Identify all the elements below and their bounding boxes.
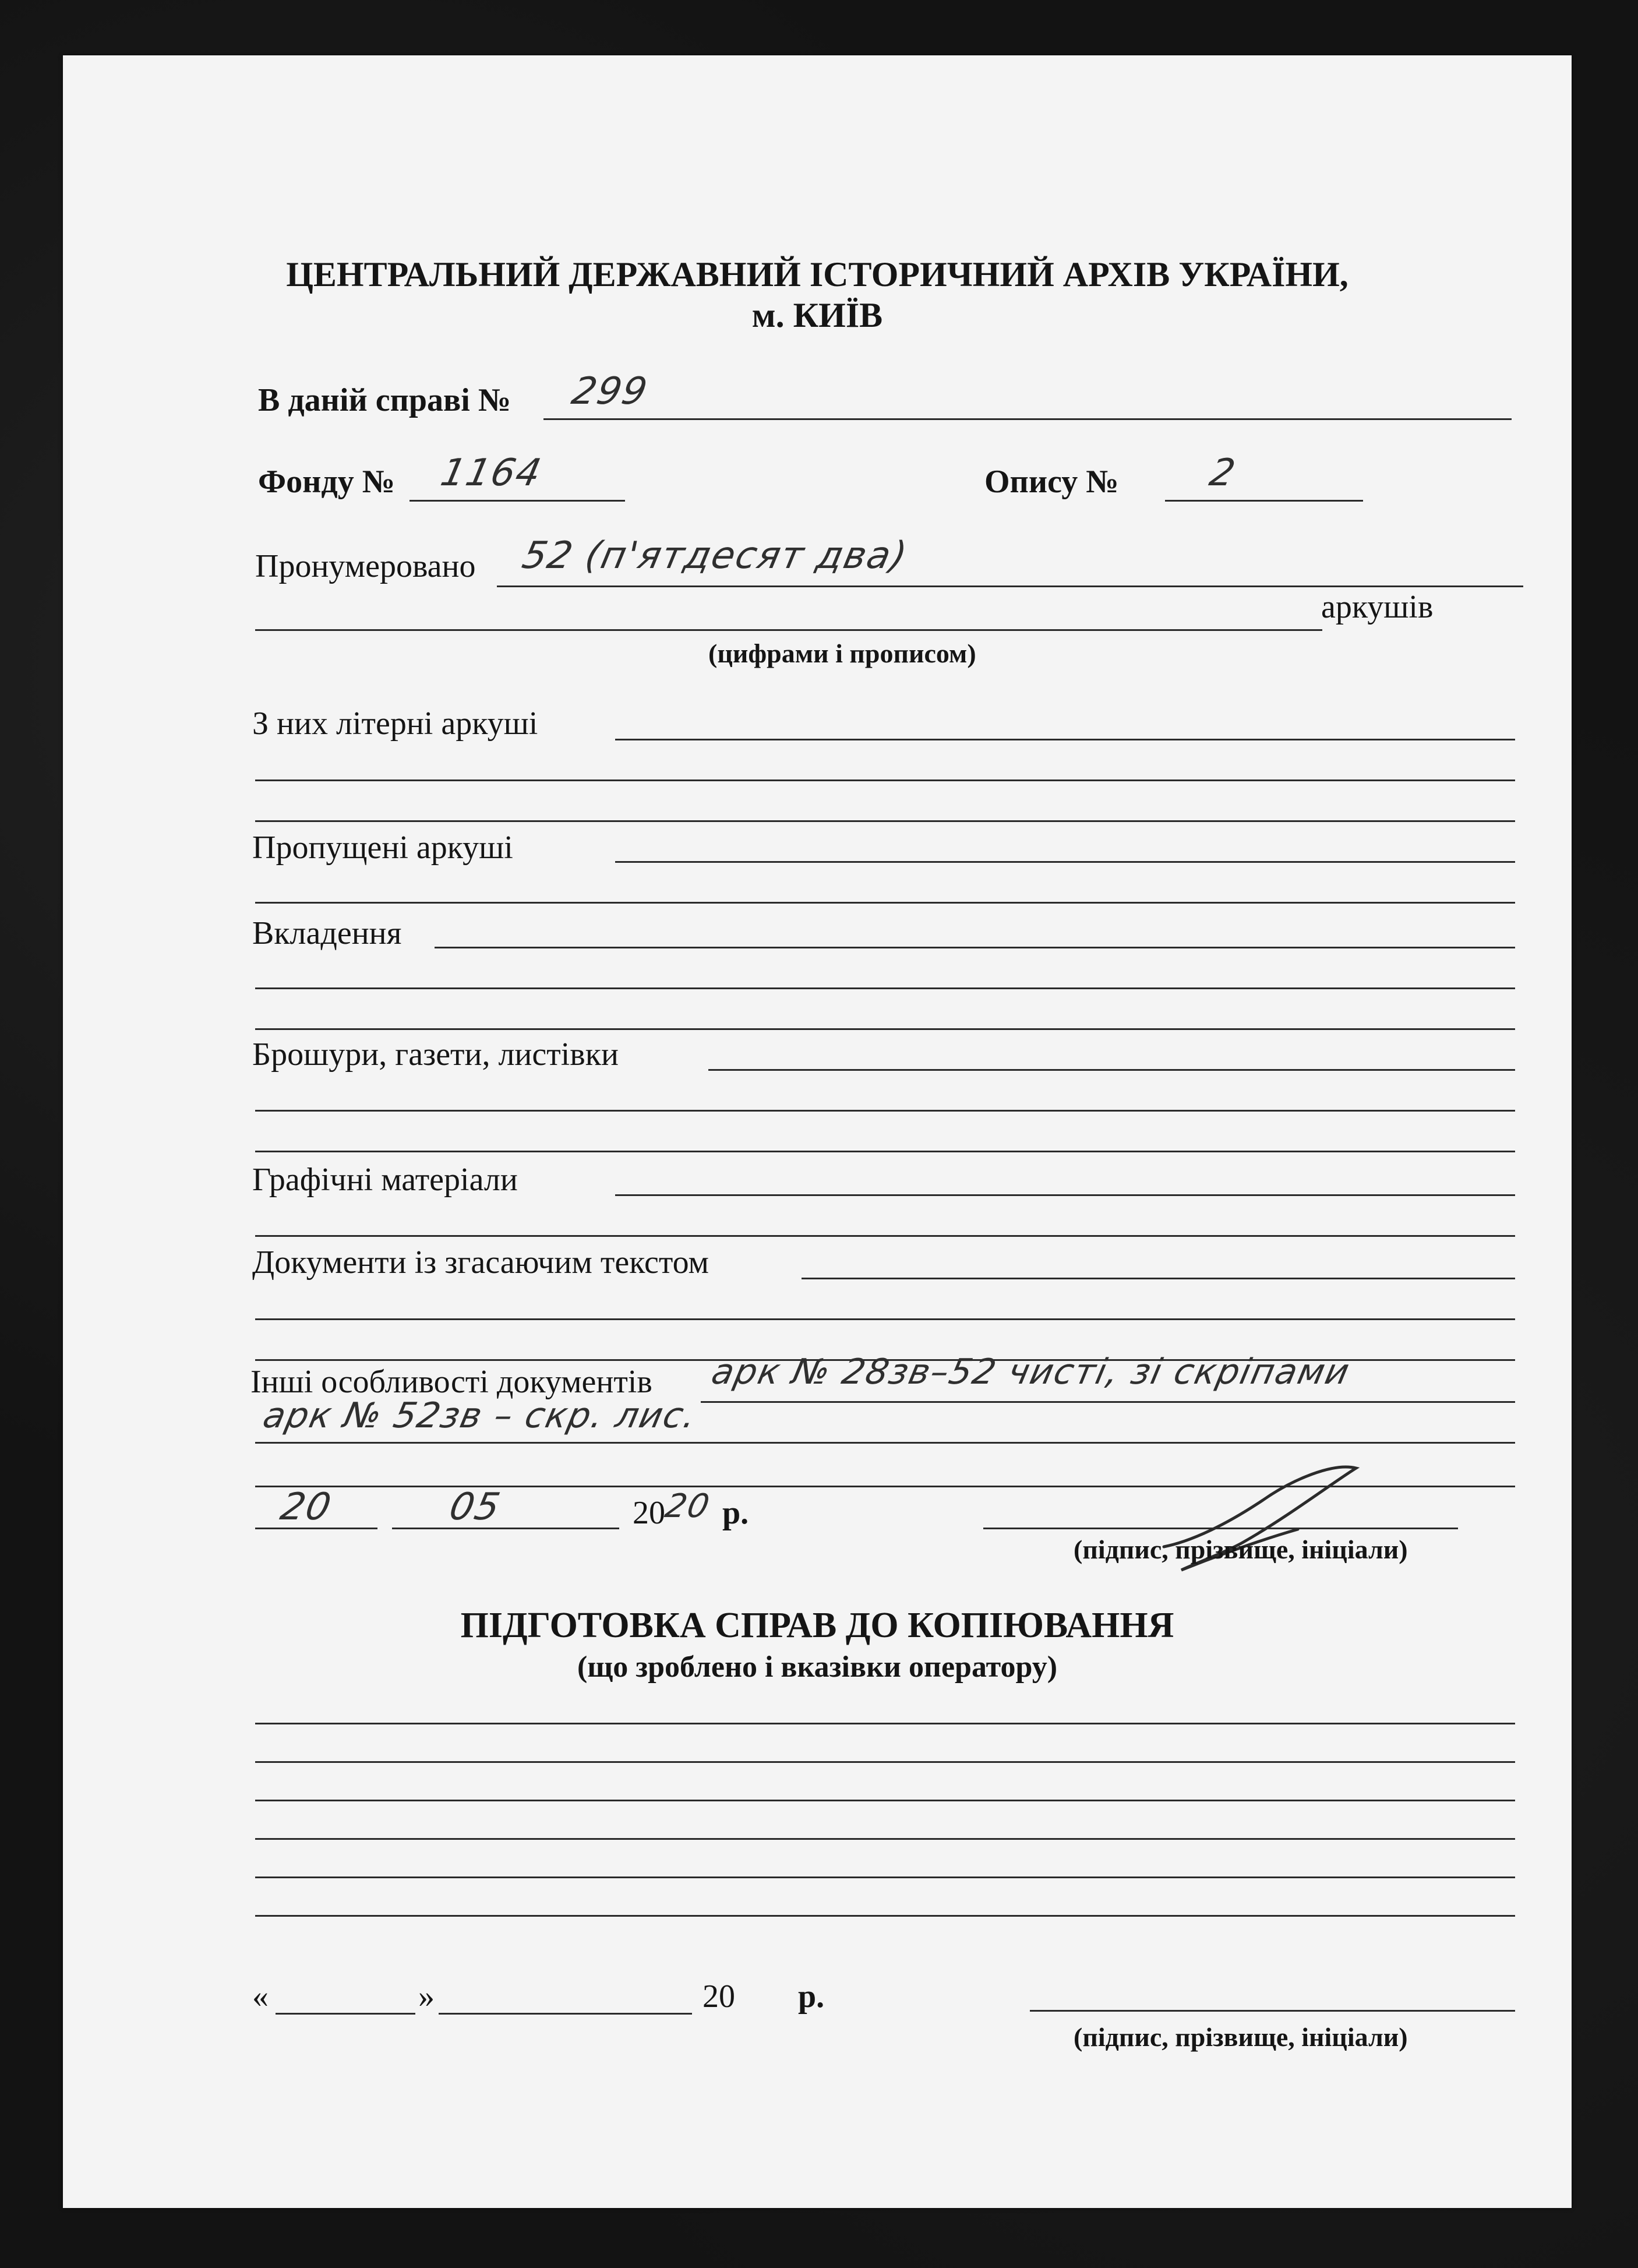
date2-day-line — [276, 2013, 415, 2015]
case-number-value: 299 — [568, 370, 652, 413]
city-heading: м. КИЇВ — [751, 296, 883, 334]
date2-close-quote: » — [418, 1978, 435, 2015]
archive-name-heading: ЦЕНТРАЛЬНИЙ ДЕРЖАВНИЙ ІСТОРИЧНИЙ АРХІВ УКРАЇНИ, — [286, 255, 1348, 294]
brochures-line-3 — [255, 1151, 1515, 1152]
opys-line — [1165, 500, 1363, 502]
attachments-line-1 — [435, 947, 1515, 948]
section2-title: ПІДГОТОВКА СПРАВ ДО КОПІЮВАННЯ — [460, 1606, 1174, 1645]
other-features-value-1: арк № 28зв–52 чисті, зі скріпами — [708, 1352, 1354, 1392]
brochures-label: Брошури, газети, листівки — [252, 1036, 619, 1073]
section2-line-5 — [255, 1877, 1515, 1878]
date1-year-suffix: 20 — [662, 1487, 714, 1525]
brochures-line-2 — [255, 1110, 1515, 1112]
case-number-label: В даній справі № — [258, 382, 511, 418]
graphics-line-1 — [615, 1194, 1515, 1196]
archive-form-page — [63, 55, 1572, 2208]
date2-r: р. — [798, 1978, 825, 2015]
date1-month-line — [392, 1528, 619, 1529]
section2-line-3 — [255, 1800, 1515, 1801]
date2-year-prefix: 20 — [702, 1978, 735, 2015]
date2-month-line — [439, 2013, 692, 2015]
date2-open-quote: « — [252, 1978, 269, 2015]
fading-text-line-2 — [255, 1318, 1515, 1320]
fading-text-label: Документи із згасаючим текстом — [252, 1244, 709, 1281]
case-number-line — [543, 418, 1512, 420]
letter-sheets-line-1 — [615, 739, 1515, 740]
other-features-line-2 — [255, 1442, 1515, 1444]
missing-sheets-line-1 — [615, 861, 1515, 863]
signature-caption-1: (підпис, прізвище, ініціали) — [1074, 1535, 1408, 1564]
other-features-value-2: арк № 52зв – скр. лис. — [259, 1395, 701, 1436]
fond-line — [410, 500, 625, 502]
attachments-label: Вкладення — [252, 915, 402, 951]
numbered-label: Пронумеровано — [255, 548, 476, 584]
date1-r: р. — [722, 1495, 749, 1531]
letter-sheets-label: З них літерні аркуші — [252, 706, 538, 742]
date1-month: 05 — [446, 1486, 505, 1529]
numbered-hint: (цифрами і прописом) — [708, 639, 976, 668]
attachments-line-2 — [255, 987, 1515, 989]
letter-sheets-line-2 — [255, 779, 1515, 781]
fading-text-line-1 — [802, 1278, 1515, 1279]
signature-line-2 — [1030, 2010, 1515, 2012]
graphics-label: Графічні матеріали — [252, 1162, 518, 1198]
numbered-value: 52 (п'ятдесят два) — [518, 534, 912, 577]
opys-value: 2 — [1206, 452, 1240, 495]
fond-value: 1164 — [437, 452, 546, 495]
other-features-line-1 — [701, 1401, 1515, 1403]
section2-subtitle: (що зроблено і вказівки оператору) — [577, 1650, 1058, 1684]
missing-sheets-line-2 — [255, 902, 1515, 904]
signature-caption-2: (підпис, прізвище, ініціали) — [1074, 2022, 1408, 2052]
date1-year-prefix: 20 — [633, 1495, 665, 1531]
numbered-line-1 — [497, 585, 1523, 587]
section2-line-1 — [255, 1723, 1515, 1724]
fond-label: Фонду № — [258, 464, 395, 500]
section2-line-2 — [255, 1761, 1515, 1763]
missing-sheets-label: Пропущені аркуші — [252, 830, 513, 866]
opys-label: Опису № — [984, 464, 1119, 500]
attachments-line-3 — [255, 1028, 1515, 1030]
date1-day: 20 — [277, 1486, 336, 1529]
other-features-label: Інші особливості документів — [250, 1364, 652, 1400]
sheets-suffix: аркушів — [1321, 589, 1434, 625]
letter-sheets-line-3 — [255, 820, 1515, 822]
section2-line-4 — [255, 1838, 1515, 1840]
section2-line-6 — [255, 1915, 1515, 1917]
graphics-line-2 — [255, 1235, 1515, 1237]
brochures-line-1 — [708, 1069, 1515, 1071]
numbered-line-2 — [255, 629, 1322, 631]
